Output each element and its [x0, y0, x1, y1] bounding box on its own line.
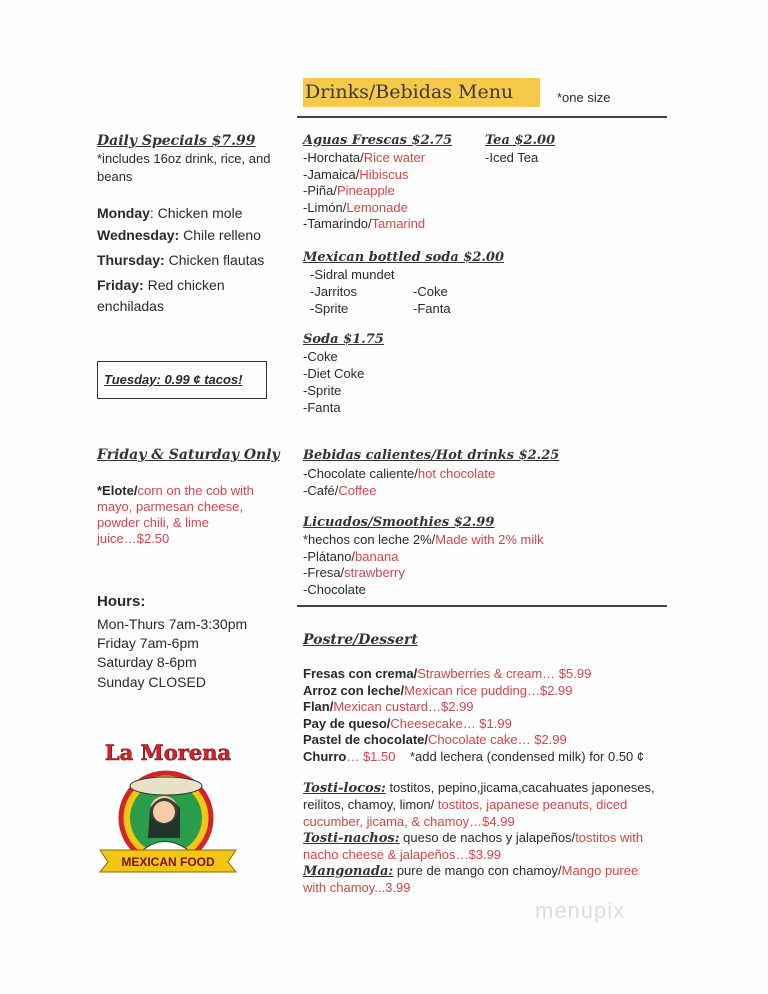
- elote-label: *Elote/: [97, 483, 138, 498]
- item-english: Mexican custard…$2.99: [333, 699, 474, 715]
- fri-sat-header: Friday & Saturday Only: [97, 447, 280, 463]
- soda-header: Soda $1.75: [303, 332, 384, 347]
- daily-specials-header: Daily Specials $7.99: [97, 133, 256, 149]
- item-spanish: Pay de queso/: [303, 715, 391, 731]
- tea-item: -Iced Tea: [485, 150, 539, 165]
- item-spanish: Fresas con crema/: [303, 666, 418, 681]
- list-item: [303, 699, 474, 715]
- list-item: [303, 716, 512, 732]
- tosti-locos-desc: reilitos, chamoy, limon/: [303, 797, 438, 812]
- item-spanish: -Horchata/: [303, 150, 364, 165]
- item-spanish: Flan/: [303, 699, 334, 715]
- hours-line: Mon-Thurs 7am-3:30pm: [97, 616, 248, 632]
- hot-header: Bebidas calientes/Hot drinks $2.25: [303, 448, 560, 463]
- item-spanish: -Fresa/: [303, 565, 345, 580]
- tosti-locos-label: Tosti-locos:: [303, 781, 386, 796]
- item-english: banana: [355, 548, 399, 564]
- hours-header: Hours:: [97, 593, 146, 610]
- tosti-nachos-desc: queso de nachos y jalapeños/: [399, 830, 576, 845]
- list-item: [303, 216, 425, 232]
- item-spanish: -Plátano/: [303, 548, 356, 564]
- item-spanish: -Limón/: [303, 199, 347, 215]
- item-english: Lemonade: [346, 199, 408, 215]
- daily-special: [97, 205, 242, 221]
- list-item: [303, 732, 567, 748]
- list-item: [303, 200, 408, 216]
- day-dish: : Chicken mole: [149, 205, 243, 221]
- item-spanish: Arroz con leche/: [303, 682, 405, 698]
- logo-banner-text: MEXICAN FOOD: [121, 855, 215, 869]
- list-item: -Diet Coke: [303, 366, 365, 381]
- list-item: -Jarritos: [310, 284, 357, 299]
- item-spanish: -Tamarindo/: [303, 216, 372, 231]
- item-english: Pineapple: [336, 183, 395, 198]
- list-item: -Sprite: [303, 383, 342, 398]
- item-english: Hibiscus: [359, 166, 409, 182]
- svg-text:La Morena: La Morena: [104, 740, 232, 765]
- elote-desc: corn on the cob with: [137, 483, 254, 498]
- tea-header: Tea $2.00: [485, 133, 556, 148]
- daily-note: *includes 16oz drink, rice, and: [97, 151, 271, 166]
- item-english: Tamarind: [371, 216, 426, 231]
- mangonada-price: with chamoy...3.99: [303, 880, 411, 895]
- day-label: Monday: [97, 205, 150, 221]
- daily-special-cont: enchiladas: [97, 298, 164, 314]
- hours-line: Saturday 8-6pm: [97, 654, 197, 670]
- item-spanish: -Café/: [303, 482, 339, 498]
- item-english: Rice water: [363, 150, 426, 165]
- tuesday-special: Tuesday: 0.99 ¢ tacos!: [104, 372, 243, 387]
- bottled-header: Mexican bottled soda $2.00: [303, 250, 504, 265]
- item-spanish: Churro: [303, 749, 347, 764]
- item-english: Chocolate cake… $2.99: [428, 732, 567, 748]
- list-item: [303, 666, 591, 682]
- item-english: Made with 2% milk: [435, 532, 544, 547]
- aguas-header: Aguas Frescas $2.75: [303, 133, 453, 148]
- hours-line: Friday 7am-6pm: [97, 635, 199, 651]
- divider: [297, 116, 667, 118]
- day-dish: Chicken flautas: [164, 252, 265, 268]
- item-english: hot chocolate: [417, 466, 496, 481]
- dessert-header: Postre/Dessert: [303, 632, 418, 648]
- list-item: -Fanta: [303, 400, 341, 415]
- page-title: Drinks/Bebidas Menu: [303, 78, 540, 107]
- daily-special: [97, 227, 261, 243]
- tuesday-box: [97, 361, 267, 399]
- day-dish: Red chicken: [143, 277, 225, 293]
- list-item: -Fanta: [413, 301, 451, 316]
- watermark: menupix: [535, 898, 626, 923]
- list-item: [303, 749, 396, 765]
- elote-price: juice…$2.50: [97, 531, 170, 546]
- list-item: [303, 466, 495, 482]
- hours-line: Sunday CLOSED: [97, 674, 206, 690]
- tosti-nachos-label: Tosti-nachos:: [303, 831, 400, 846]
- list-item: -Sprite: [310, 301, 349, 316]
- list-item: -Sidral mundet: [310, 267, 395, 282]
- day-label: Wednesday:: [97, 227, 180, 243]
- licuados-header: Licuados/Smoothies $2.99: [303, 515, 495, 530]
- list-item: [303, 167, 408, 183]
- day-dish: Chile relleno: [179, 227, 261, 243]
- elote-desc: mayo, parmesan cheese,: [97, 499, 243, 514]
- daily-special: [97, 277, 225, 293]
- day-label: Friday:: [97, 277, 144, 293]
- mangonada-label: Mangonada:: [303, 864, 394, 879]
- churro-note: *add lechera (condensed milk) for 0.50 ¢: [410, 749, 645, 764]
- list-item: [303, 683, 573, 699]
- divider: [297, 605, 667, 607]
- daily-note: beans: [97, 169, 133, 184]
- one-size-note: *one size: [557, 90, 611, 105]
- item-english: strawberry: [344, 565, 405, 580]
- list-item: [303, 532, 544, 548]
- item-english: … $1.50: [346, 749, 396, 764]
- tosti-nachos-english: tostitos with: [575, 830, 644, 845]
- item-spanish: *hechos con leche 2%/: [303, 532, 436, 547]
- item-english: Strawberries & cream… $5.99: [417, 666, 592, 681]
- list-item: -Coke: [413, 284, 448, 299]
- item-spanish: -Piña/: [303, 183, 337, 198]
- list-item: [303, 549, 398, 565]
- mangonada-desc: pure de mango con chamoy/: [393, 863, 562, 878]
- tosti-locos-english: tostitos, japanese peanuts, diced: [437, 797, 628, 812]
- list-item: [303, 150, 425, 166]
- mangonada-english: Mango puree: [561, 863, 639, 878]
- list-item: [303, 582, 366, 598]
- tosti-nachos-price: nacho cheese & jalapeños…$3.99: [303, 847, 502, 862]
- item-english: Mexican rice pudding…$2.99: [404, 682, 573, 698]
- day-label: Thursday:: [97, 252, 165, 268]
- list-item: [303, 483, 376, 499]
- la-morena-logo: [98, 738, 238, 878]
- list-item: [303, 565, 405, 581]
- tosti-locos-desc: tostitos, pepino,jicama,cacahuates japoneses,: [385, 780, 655, 795]
- item-spanish: -Chocolate: [303, 581, 366, 597]
- elote-desc: powder chili, & lime: [97, 515, 209, 530]
- list-item: -Coke: [303, 349, 338, 364]
- item-spanish: Pastel de chocolate/: [303, 732, 428, 748]
- daily-special: [97, 252, 264, 268]
- tosti-locos-price: cucumber, jicama, & chamoy…$4.99: [303, 814, 515, 829]
- item-spanish: -Chocolate caliente/: [303, 466, 418, 481]
- item-spanish: -Jamaica/: [303, 166, 360, 182]
- list-item: [303, 183, 395, 199]
- item-english: Coffee: [338, 482, 377, 498]
- item-english: Cheesecake… $1.99: [390, 715, 512, 731]
